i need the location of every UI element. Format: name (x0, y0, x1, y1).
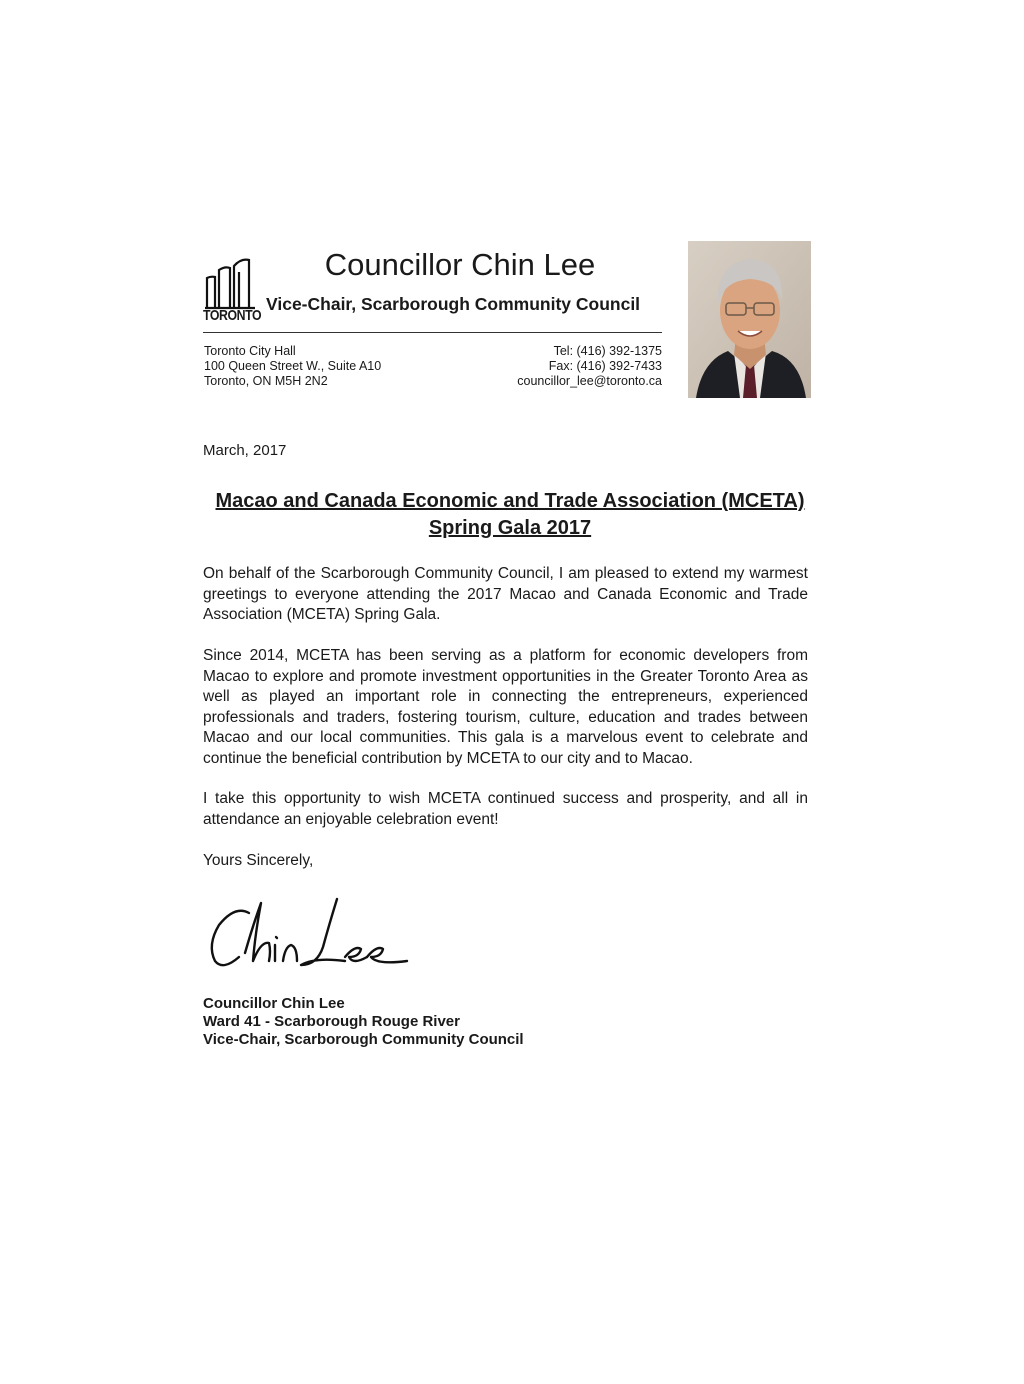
title-line: Macao and Canada Economic and Trade Association (MCETA) (215, 490, 805, 512)
phone-number: Tel: (416) 392-1375 (553, 344, 662, 358)
signoff-name: Councillor Chin Lee (203, 995, 345, 1012)
signoff-block (203, 995, 524, 1049)
email-address: councillor_lee@toronto.ca (517, 374, 662, 388)
title-line: Spring Gala 2017 (428, 517, 592, 539)
toronto-logo (203, 256, 262, 326)
councillor-name-heading: Councillor Chin Lee (324, 247, 596, 282)
logo-wordmark: TORONTO (203, 307, 262, 324)
signoff-ward: Ward 41 - Scarborough Rouge River (203, 1013, 460, 1030)
letter-title (203, 488, 817, 542)
signoff-role: Vice-Chair, Scarborough Community Council (203, 1031, 524, 1048)
handwritten-signature (205, 895, 415, 975)
body-paragraph: I take this opportunity to wish MCETA continued success and prosperity, and all in attendance an enjoyable celebration event! (203, 790, 808, 828)
header-divider (203, 332, 662, 333)
letter-date: March, 2017 (203, 442, 287, 459)
address-line: 100 Queen Street W., Suite A10 (204, 359, 382, 373)
closing-salutation: Yours Sincerely, (203, 852, 314, 869)
address-line: Toronto, ON M5H 2N2 (204, 374, 328, 388)
city-hall-icon (203, 256, 259, 310)
office-address (204, 344, 381, 389)
councillor-role: Vice-Chair, Scarborough Community Council (266, 294, 641, 314)
councillor-photo (688, 241, 811, 398)
body-paragraph: On behalf of the Scarborough Community Council, I am pleased to extend my warmest greetings to everyone attending the 2017 Macao and Canada Economic and Trade Association (MCETA) Spring Gala. (203, 565, 808, 623)
address-line: Toronto City Hall (204, 344, 296, 358)
body-paragraph: Since 2014, MCETA has been serving as a platform for economic developers from Macao to explore and promote investment opportunities in the Greater Toronto Area as well as played an important role in connecting the entrepreneurs, experienced professionals and traders, fostering tourism, culture, education and trades between Macao and our local communities. This gala is a marvelous event to celebrate and continue the beneficial contribution by MCETA to our city and to Macao. (203, 647, 808, 767)
office-contact (470, 344, 662, 389)
fax-number: Fax: (416) 392-7433 (548, 359, 662, 373)
